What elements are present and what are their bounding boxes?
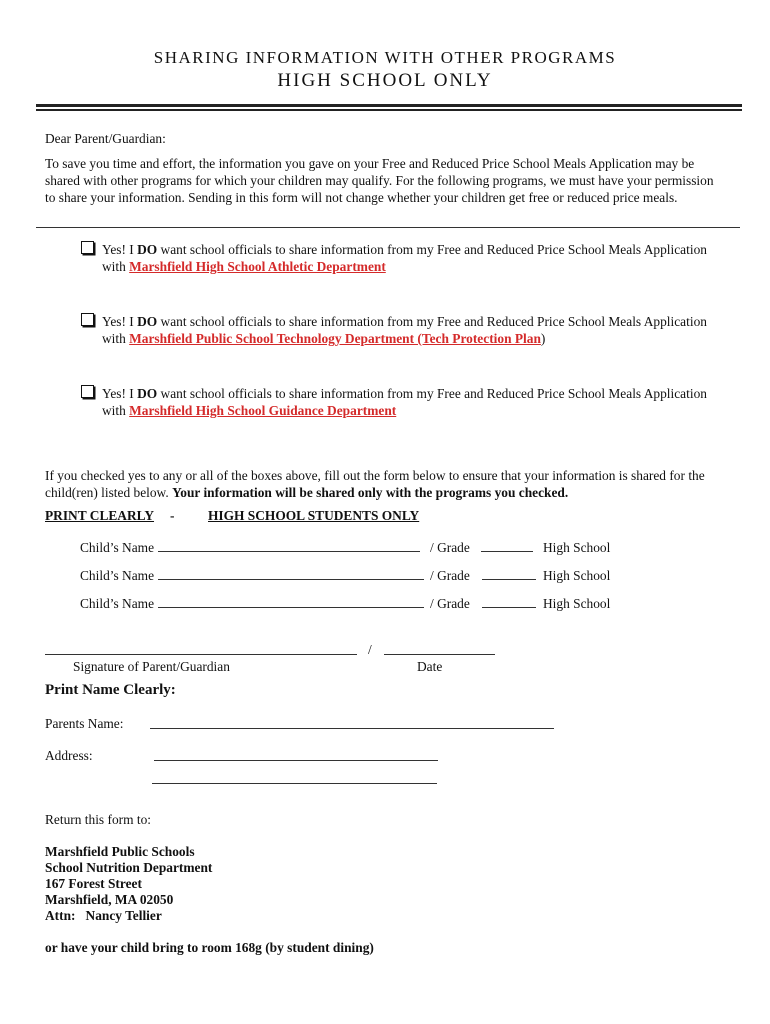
form-subtitle: HIGH SCHOOL ONLY <box>277 70 493 91</box>
address-field-1[interactable] <box>154 760 438 761</box>
return-alternative: or have your child bring to room 168g (by student dining) <box>45 940 374 955</box>
signature-field[interactable] <box>45 654 357 655</box>
program-technology: Marshfield Public School Technology Department (Tech Protection Plan <box>129 331 541 346</box>
grade-label-2: / Grade <box>430 568 470 583</box>
option-technology-line-2: with Marshfield Public School Technology Department (Tech Protection Plan) <box>102 331 546 346</box>
return-line-4: Marshfield, MA 02050 <box>45 892 174 907</box>
grade-field-1[interactable] <box>481 551 533 552</box>
option-athletic-line-1: Yes! I DO want school officials to share information from my Free and Reduced Price School Meals Application <box>102 242 707 257</box>
date-field[interactable] <box>384 654 495 655</box>
grade-field-3[interactable] <box>482 607 536 608</box>
date-label: Date <box>417 659 443 674</box>
option-athletic-line-2: with Marshfield High School Athletic Department <box>102 259 386 274</box>
signature-slash: / <box>368 642 372 657</box>
checkbox-athletic[interactable] <box>81 241 94 254</box>
option-guidance-line-1: Yes! I DO want school officials to share information from my Free and Reduced Price School Meals Application <box>102 386 707 401</box>
parents-name-label: Parents Name: <box>45 716 124 731</box>
child-name-field-2[interactable] <box>158 579 424 580</box>
form-title: SHARING INFORMATION WITH OTHER PROGRAMS <box>153 48 617 67</box>
program-guidance: Marshfield High School Guidance Department <box>129 403 397 418</box>
school-label-1: High School <box>543 540 611 555</box>
option-technology-line-1: Yes! I DO want school officials to share information from my Free and Reduced Price School Meals Application <box>102 314 707 329</box>
grade-label-3: / Grade <box>430 596 470 611</box>
school-label-3: High School <box>543 596 611 611</box>
checkbox-technology[interactable] <box>81 313 94 326</box>
address-field-2[interactable] <box>152 783 437 784</box>
child-name-label-1: Child’s Name <box>80 540 155 555</box>
child-name-label-3: Child’s Name <box>80 596 155 611</box>
return-line-5: Attn: Nancy Tellier <box>45 908 162 923</box>
return-line-3: 167 Forest Street <box>45 876 142 891</box>
intro-line-2: shared with other programs for which your children may qualify. For the following programs, we must have your permission <box>45 173 714 188</box>
grade-label-1: / Grade <box>430 540 470 555</box>
instructions-line-2: child(ren) listed below. Your information will be shared only with the programs you checked. <box>45 485 569 500</box>
intro-line-3: to share your information. Sending in this form will not change whether your children get free or reduced price meals. <box>45 190 678 205</box>
grade-field-2[interactable] <box>482 579 536 580</box>
title-divider-thin <box>36 109 742 111</box>
checkbox-guidance[interactable] <box>81 385 94 398</box>
print-clearly-label: PRINT CLEARLY <box>45 508 155 523</box>
address-label: Address: <box>45 748 93 763</box>
title-divider <box>36 104 742 107</box>
option-guidance-line-2: with Marshfield High School Guidance Department <box>102 403 397 418</box>
child-name-label-2: Child’s Name <box>80 568 155 583</box>
greeting: Dear Parent/Guardian: <box>45 131 166 146</box>
school-label-2: High School <box>543 568 611 583</box>
return-line-2: School Nutrition Department <box>45 860 213 875</box>
section-divider <box>36 227 740 228</box>
child-name-field-1[interactable] <box>158 551 420 552</box>
child-name-field-3[interactable] <box>158 607 424 608</box>
intro-line-1: To save you time and effort, the information you gave on your Free and Reduced Price School Meals Application may be <box>45 156 695 171</box>
program-athletic: Marshfield High School Athletic Department <box>129 259 386 274</box>
print-name-heading: Print Name Clearly: <box>45 682 176 698</box>
high-school-only-label: HIGH SCHOOL STUDENTS ONLY <box>208 508 420 523</box>
signature-label: Signature of Parent/Guardian <box>73 659 230 674</box>
return-line-1: Marshfield Public Schools <box>45 844 195 859</box>
parents-name-field[interactable] <box>150 728 554 729</box>
print-clearly-dash: - <box>170 508 175 523</box>
instructions-line-1: If you checked yes to any or all of the boxes above, fill out the form below to ensure that your information is shared for the <box>45 468 705 483</box>
return-label: Return this form to: <box>45 812 152 827</box>
